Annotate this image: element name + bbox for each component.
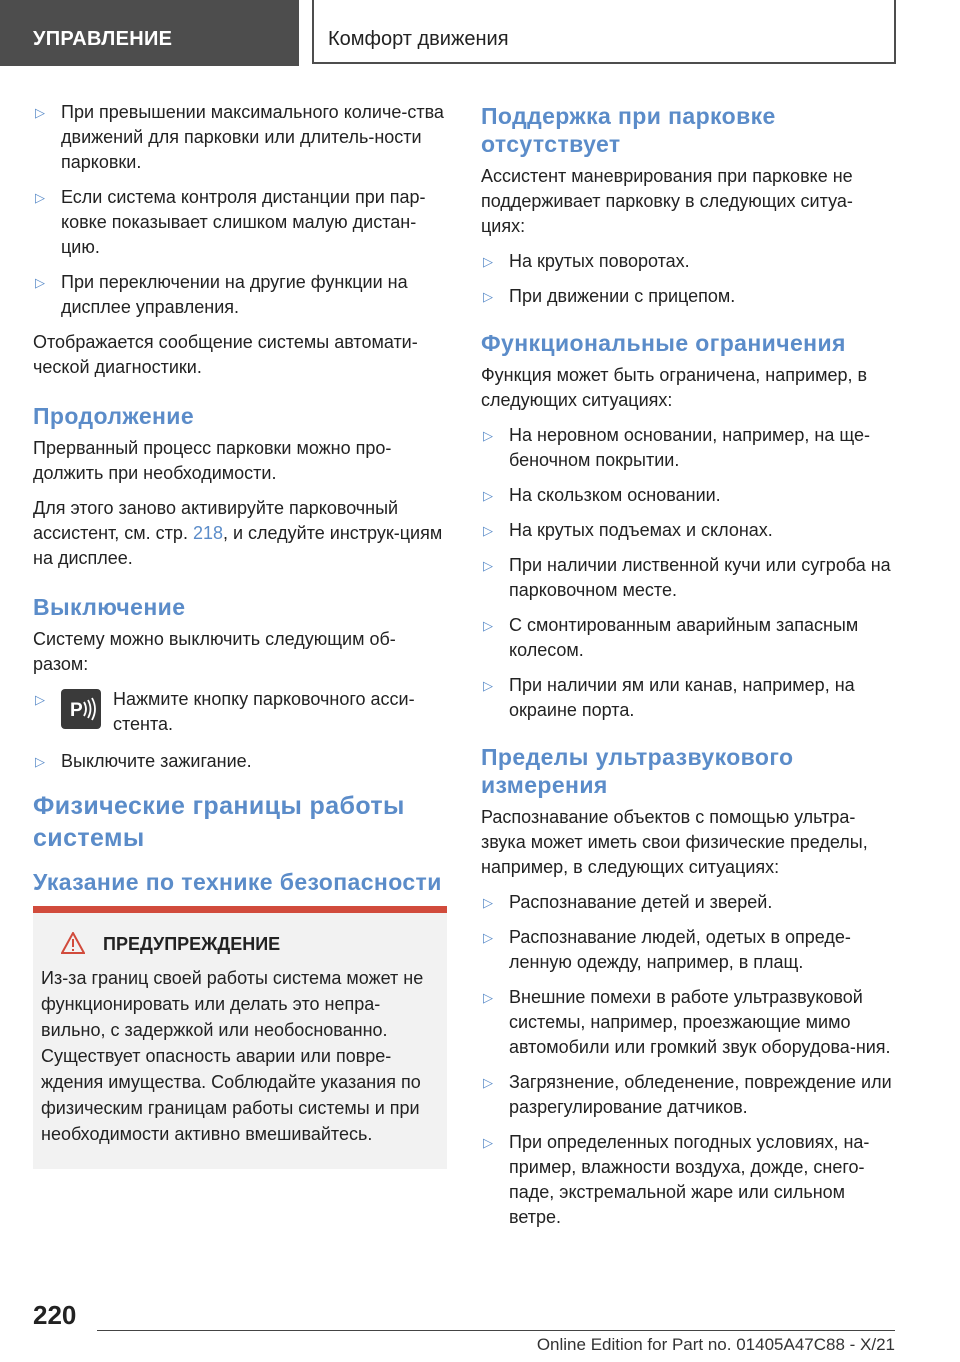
list-item: ▷ При переключении на другие функции на дисплее управления. xyxy=(35,272,408,317)
bullet-icon: ▷ xyxy=(483,428,493,443)
bullet-icon: ▷ xyxy=(483,254,493,269)
list-item: ▷ Распознавание детей и зверей. xyxy=(481,890,895,915)
paragraph: Для этого заново активируйте парковочный ассистент, см. стр. 218, и следуйте инструк-циям на дисплее. xyxy=(33,498,443,568)
list-item: ▷ При определенных погодных условиях, на-пример, влажности воздуха, дожде, снего-паде, экстремальной жаре или сильном ветре. xyxy=(483,1132,870,1227)
bullet-icon: ▷ xyxy=(483,558,493,573)
warning-text: Из-за границ своей работы система может не функционировать или делать это непра-вильно, с задержкой или необоснованно. Существует опасность аварии или повре-ждения имущества. Соблюдайте указания по физическим границам работы системы и при необходимости активно вмешивайтесь. xyxy=(41,968,424,1144)
page-header xyxy=(0,0,960,66)
section-tab xyxy=(0,0,299,66)
bullet-icon: ▷ xyxy=(35,754,45,769)
heading-unsupported: Поддержка при парковке отсутствует xyxy=(481,103,776,157)
heading-func: Функциональные ограничения xyxy=(481,330,846,356)
bullet-icon: ▷ xyxy=(483,895,493,910)
bullet-list xyxy=(481,890,895,1230)
bullet-icon: ▷ xyxy=(483,618,493,633)
heading-off: Выключение xyxy=(33,594,186,620)
heading-limits: Физические границы работы системы xyxy=(33,792,405,852)
bullet-icon: ▷ xyxy=(35,275,45,290)
section-title: УПРАВЛЕНИЕ xyxy=(33,28,173,50)
left-column xyxy=(33,100,447,1169)
bullet-icon: ▷ xyxy=(483,930,493,945)
list-item: ▷ При превышении максимального количе-ства движений для парковки или длитель-ности парковки. xyxy=(35,102,444,172)
bullet-list xyxy=(33,687,447,774)
list-item: ▷ На неровном основании, например, на ще-беночном покрытии. xyxy=(483,425,870,470)
bullet-icon: ▷ xyxy=(483,990,493,1005)
bullet-icon: ▷ xyxy=(35,692,45,707)
list-item: ▷ На скользком основании. xyxy=(481,483,895,508)
bullet-icon: ▷ xyxy=(483,488,493,503)
list-item: ▷ Выключите зажигание. xyxy=(33,749,447,774)
paragraph: Прерванный процесс парковки можно про-должить при необходимости. xyxy=(33,438,392,483)
bullet-list xyxy=(33,100,447,320)
footer-divider xyxy=(97,1330,895,1331)
list-item: ▷ При наличии ям или канав, например, на окраине порта. xyxy=(483,675,855,720)
warning-triangle-icon xyxy=(61,932,85,954)
list-item: ▷ На крутых поворотах. xyxy=(481,249,895,274)
list-item: ▷ Внешние помехи в работе ультразвуковой системы, например, проезжающие мимо автомобили или громкий звук оборудова-ния. xyxy=(483,987,891,1057)
park-assist-button-icon xyxy=(61,689,101,729)
paragraph: Ассистент маневрирования при парковке не поддерживает парковку в следующих ситуа-циях: xyxy=(481,166,853,236)
heading-safety: Указание по технике безопасности xyxy=(33,869,442,895)
page-number: 220 xyxy=(33,1300,77,1330)
paragraph: Распознавание объектов с помощью ультра-звука может иметь свои физические пределы, например, в следующих ситуациях: xyxy=(481,807,868,877)
list-item: ▷ При наличии лиственной кучи или сугроба на парковочном месте. xyxy=(483,555,891,600)
list-item: ▷ С смонтированным аварийным запасным колесом. xyxy=(483,615,859,660)
bullet-icon: ▷ xyxy=(35,190,45,205)
list-item: ▷ При движении с прицепом. xyxy=(481,284,895,309)
bullet-icon: ▷ xyxy=(483,523,493,538)
paragraph: Систему можно выключить следующим об-разом: xyxy=(33,629,396,674)
bullet-icon: ▷ xyxy=(35,105,45,120)
list-item: ▷ Распознавание людей, одетых в опреде-ленную одежду, например, в плащ. xyxy=(483,927,851,972)
warning-title: ПРЕДУПРЕЖДЕНИЕ xyxy=(41,931,439,957)
bullet-icon: ▷ xyxy=(483,678,493,693)
list-item: ▷ Загрязнение, обледенение, повреждение или разрегулирование датчиков. xyxy=(483,1072,892,1117)
right-column xyxy=(481,100,895,1240)
list-item: ▷ На крутых подъемах и склонах. xyxy=(481,518,895,543)
heading-continue: Продолжение xyxy=(33,403,195,429)
bullet-icon: ▷ xyxy=(483,1075,493,1090)
page-link[interactable]: 218 xyxy=(192,523,223,543)
list-item: ▷ P Нажмите кнопку парковочного асси-стента. xyxy=(35,689,415,734)
warning-box xyxy=(33,906,447,1169)
bullet-list xyxy=(481,423,895,723)
chapter-tab xyxy=(312,0,896,64)
heading-ultra: Пределы ультразвукового измерения xyxy=(481,744,794,798)
bullet-icon: ▷ xyxy=(483,1135,493,1150)
list-item: ▷ Если система контроля дистанции при пар-ковке показывает слишком малую дистан-цию. xyxy=(35,187,426,257)
paragraph: Функция может быть ограничена, например, в следующих ситуациях: xyxy=(481,365,868,410)
bullet-icon: ▷ xyxy=(483,289,493,304)
chapter-title: Комфорт движения xyxy=(328,28,509,50)
paragraph: Отображается сообщение системы автомати-ческой диагностики. xyxy=(33,332,418,377)
svg-text:P: P xyxy=(70,700,83,721)
bullet-list xyxy=(481,249,895,309)
edition-note: Online Edition for Part no. 01405A47C88 - X/21 xyxy=(536,1335,895,1354)
